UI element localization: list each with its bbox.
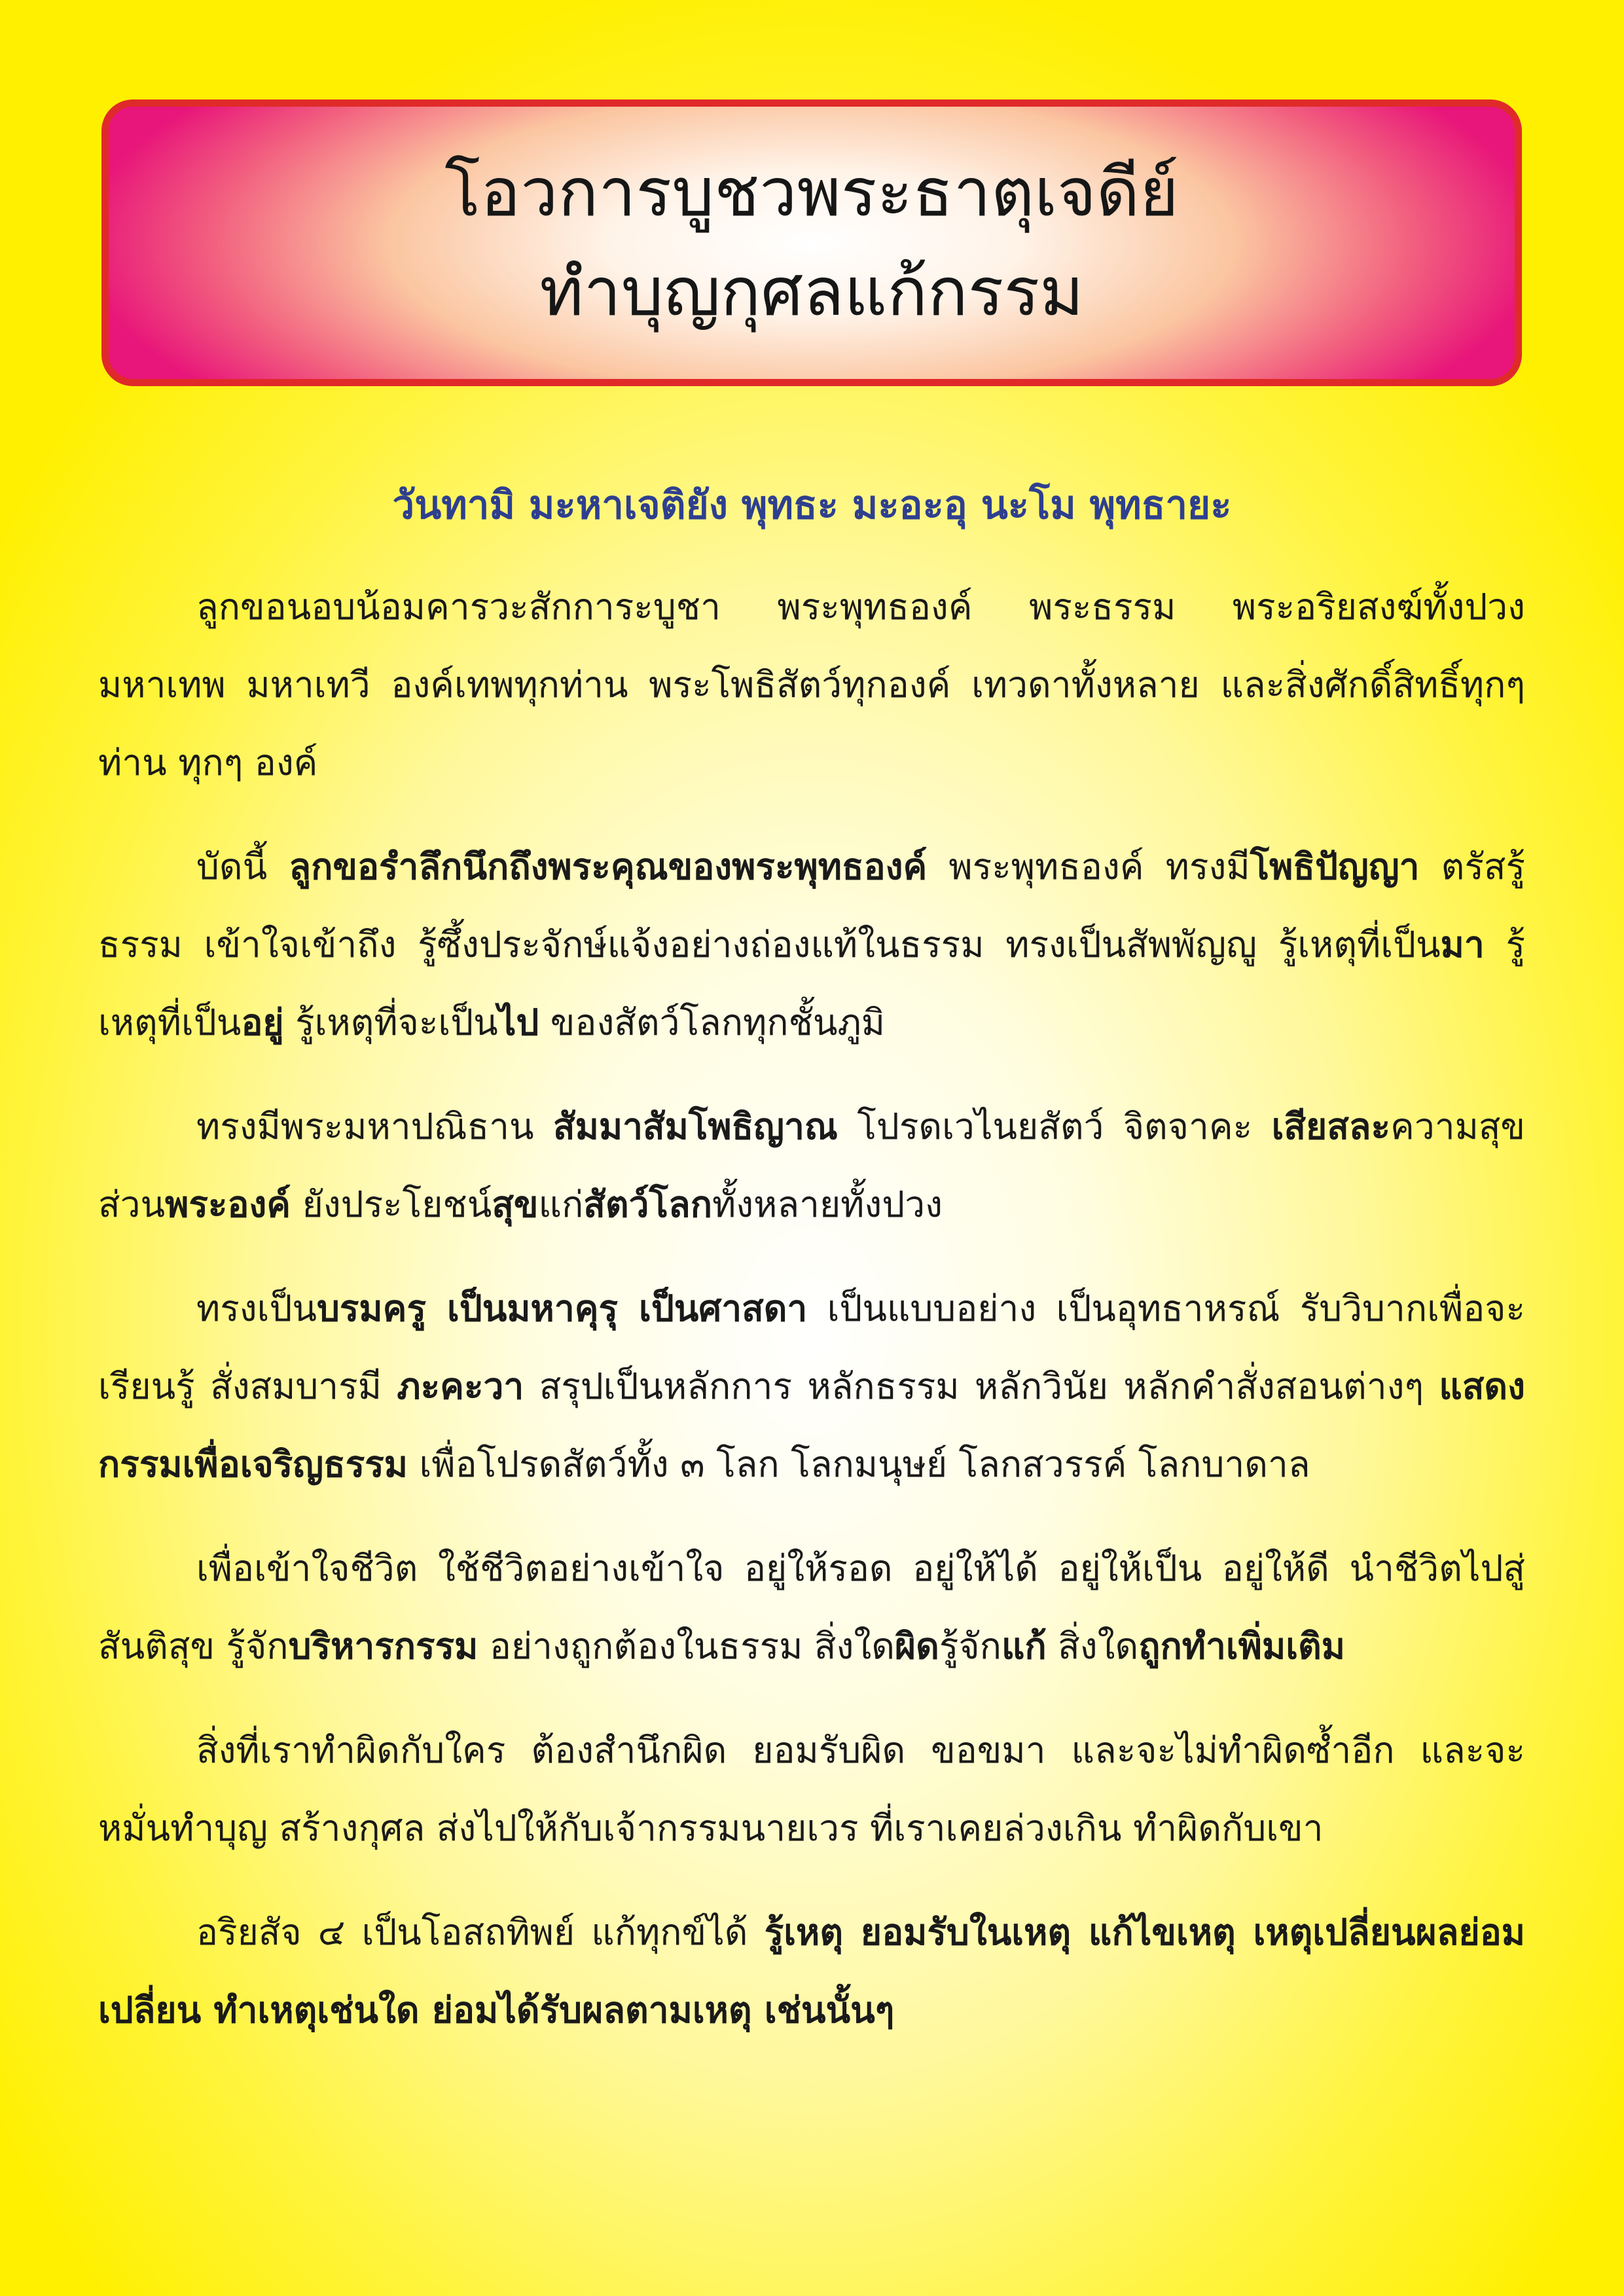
bold-run: แก้ [1001, 1625, 1047, 1667]
body-text [98, 568, 1525, 2075]
text-run: สิ่งที่เราทำผิดกับใคร ต้องสำนึกผิด ยอมรับผิด ขอขมา และจะไม่ทำผิดซ้ำอีก และจะหมั่นทำบุญ สร้างกุศล ส่งไปให้กับเจ้ากรรมนายเวร ที่เราเคยล่วงเกิน ทำผิดกับเขา [98, 1729, 1525, 1849]
title-banner [101, 99, 1522, 386]
text-run: ของสัตว์โลกทุกชั้นภูมิ [539, 1001, 886, 1043]
text-run: ความสุขส่วน [98, 1105, 1526, 1225]
paragraph-recollection [98, 828, 1525, 1062]
bold-run: สัตว์โลก [583, 1183, 712, 1225]
text-run: อริยสัจ ๔ เป็นโอสถทิพย์ แก้ทุกข์ได้ [196, 1911, 765, 1953]
invocation-verse: วันทามิ มะหาเจติยัง พุทธะ มะอะอุ นะโม พุทธายะ [392, 482, 1232, 528]
text-run: ลูกขอนอบน้อมคารวะสักการะบูชา พระพุทธองค์ พระธรรม พระอริยสงฆ์ทั้งปวง มหาเทพ มหาเทวี องค์เทพทุกท่าน พระโพธิสัตว์ทุกองค์ เทวดาทั้งหลาย และสิ่งศักดิ์สิทธิ์ทุกๆ ท่าน ทุกๆ องค์ [98, 586, 1525, 783]
bold-run: บริหารกรรม [288, 1625, 478, 1667]
text-run: ตรัสรู้ธรรม เข้าใจเข้าถึง รู้ซึ้งประจักษ์แจ้งอย่างถ่องแท้ในธรรม ทรงเป็นสัพพัญญู รู้เหตุที่เป็น [98, 846, 1525, 965]
paragraph-homage [98, 568, 1525, 802]
text-run: รู้เหตุที่จะเป็น [283, 1001, 498, 1043]
bold-run: พระองค์ [165, 1183, 291, 1225]
bold-run: สัมมาสัมโพธิญาณ [553, 1105, 838, 1147]
text-run: โปรดเวไนยสัตว์ จิตจาคะ [837, 1105, 1272, 1147]
text-run: รู้เหตุที่เป็น [98, 924, 1525, 1043]
paragraph-repentance [98, 1712, 1525, 1867]
text-run: เป็นแบบอย่าง เป็นอุทธาหรณ์ รับวิบากเพื่อจะเรียนรู้ สั่งสมบารมี [98, 1287, 1525, 1407]
text-run: ทรงเป็น [196, 1287, 317, 1329]
bold-run: อยู่ [241, 1001, 284, 1043]
bold-run: ผิด [894, 1625, 939, 1667]
text-run: พระพุทธองค์ ทรงมี [927, 846, 1250, 888]
bold-run: ลูกขอรำลึกนึกถึงพระคุณของพระพุทธองค์ [289, 846, 928, 888]
paragraph-understanding-life [98, 1530, 1525, 1685]
title-line-2: ทำบุญกุศลแก้กรรม [539, 253, 1084, 331]
text-run: เพื่อโปรดสัตว์ทั้ง ๓ โลก โลกมนุษย์ โลกสวรรค์ โลกบาดาล [408, 1443, 1310, 1485]
paragraph-four-noble-truths [98, 1893, 1525, 2049]
text-run: รู้จัก [939, 1625, 1001, 1667]
bold-run: เสียสละ [1271, 1105, 1391, 1147]
text-run: อย่างถูกต้องในธรรม สิ่งใด [478, 1625, 895, 1667]
bold-run: ถูกทำเพิ่มเติม [1138, 1625, 1346, 1667]
bold-run: สุข [492, 1183, 539, 1225]
bold-run: แสดงกรรมเพื่อเจริญธรรม [98, 1365, 1525, 1485]
text-run: บัดนี้ [196, 846, 289, 888]
bold-run: ไป [497, 1001, 539, 1043]
bold-run: บรมครู เป็นมหาคุรุ เป็นศาสดา [316, 1287, 808, 1329]
bold-run: รู้เหตุ ยอมรับในเหตุ แก้ไขเหตุ เหตุเปลี่ยนผลย่อมเปลี่ยน ทำเหตุเช่นใด ย่อมได้รับผลตามเหตุ เช่นนั้นๆ [98, 1911, 1525, 2031]
text-run: ยังประโยชน์ [291, 1183, 492, 1225]
bold-run: ภะคะวา [397, 1365, 524, 1407]
text-run: ทรงมีพระมหาปณิธาน [196, 1105, 554, 1147]
title-line-1: โอวการบูชวพระธาตุเจดีย์ [444, 154, 1179, 232]
paragraph-great-teacher [98, 1270, 1525, 1503]
paragraph-great-vow [98, 1088, 1525, 1244]
text-run: สิ่งใด [1046, 1625, 1139, 1667]
text-run: แก่ [538, 1183, 584, 1225]
bold-run: โพธิปัญญา [1250, 846, 1420, 888]
text-run: สรุปเป็นหลักการ หลักธรรม หลักวินัย หลักคำสั่งสอนต่างๆ [524, 1365, 1439, 1407]
text-run: ทั้งหลายทั้งปวง [712, 1183, 943, 1225]
text-run: เพื่อเข้าใจชีวิต ใช้ชีวิตอย่างเข้าใจ อยู่ให้รอด อยู่ให้ได้ อยู่ให้เป็น อยู่ให้ดี นำชีวิตไปสู่สันติสุข รู้จัก [98, 1547, 1525, 1667]
bold-run: มา [1440, 924, 1485, 965]
